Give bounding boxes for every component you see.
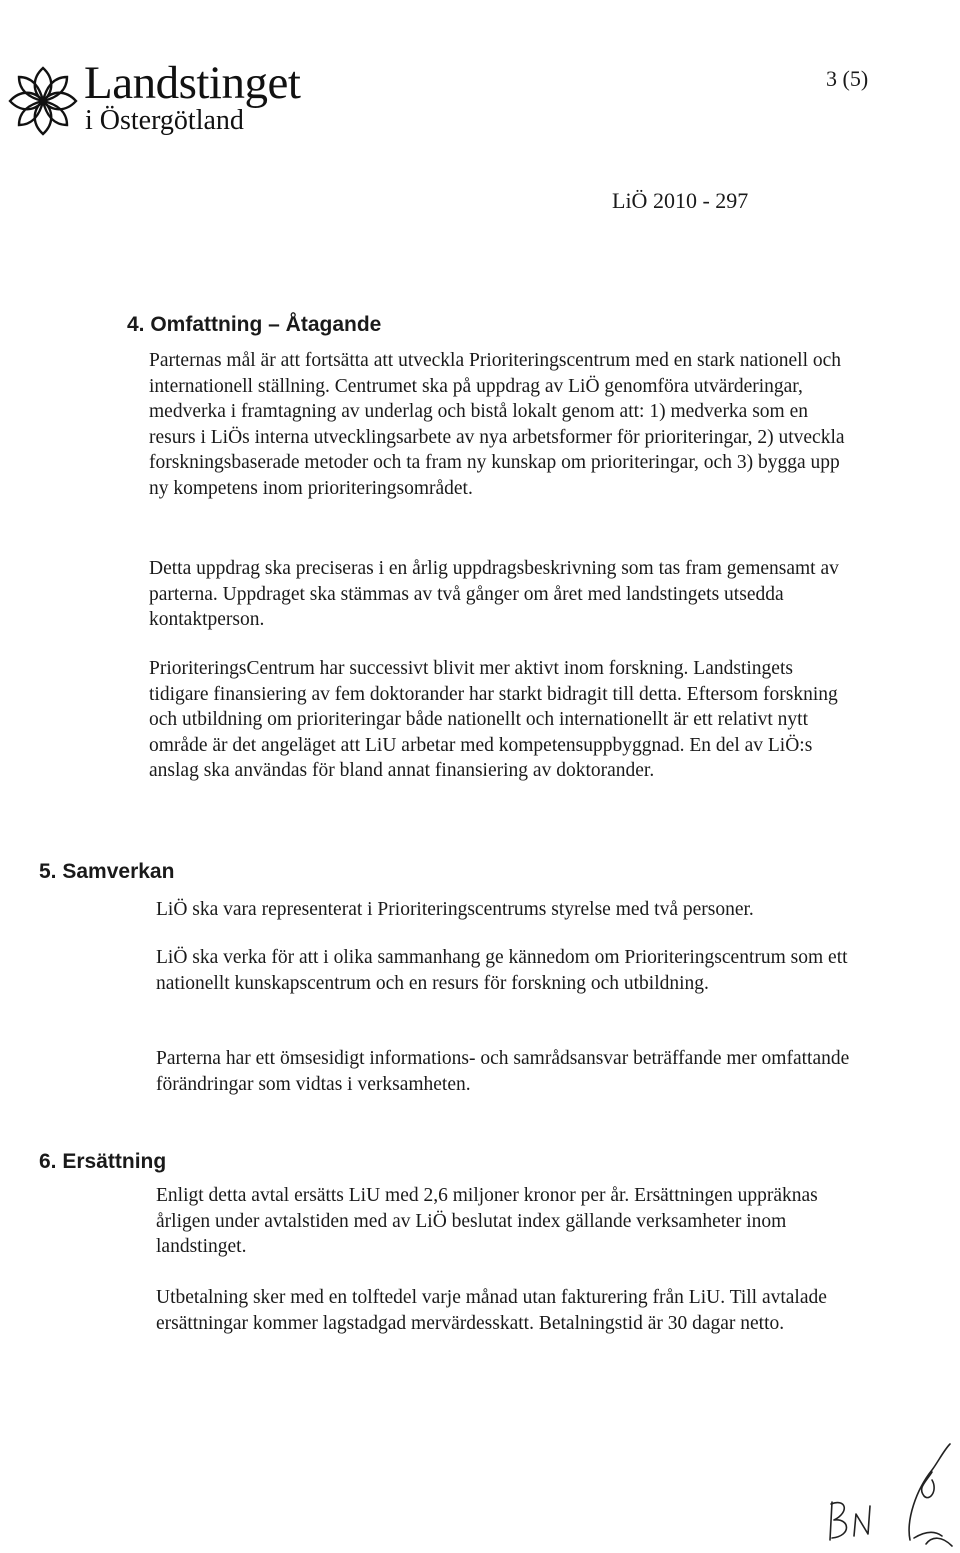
section-heading-samverkan: 5. Samverkan bbox=[39, 860, 175, 883]
section-paragraph: Enligt detta avtal ersätts LiU med 2,6 miljoner kronor per år. Ersättningen uppräknas årligen under avtalstiden med av LiÖ beslutat index gällande verksamheter inom landstinget. bbox=[156, 1185, 818, 1258]
document-reference: LiÖ 2010 - 297 bbox=[612, 188, 749, 213]
section-heading-ersattning: 6. Ersättning bbox=[39, 1150, 167, 1173]
section-paragraph: PrioriteringsCentrum har successivt blivit mer aktivt inom forskning. Landstingets tidigare finansiering av fem doktorander har starkt bidragit till detta. Eftersom forskning och utbildning om prioriteringar både nationellt och internationellt är ett relativt nytt område är det angeläget att LiU arbetar med kompetensuppbyggnad. En del av LiÖ:s anslag ska användas för bland annat finansiering av doktorander. bbox=[149, 658, 838, 782]
organization-logo bbox=[6, 58, 306, 148]
section-paragraph: Utbetalning sker med en tolftedel varje månad utan fakturering från LiU. Till avtalade ersättningar kommer lagstadgad mervärdesskatt. Betalningstid är 30 dagar netto. bbox=[156, 1287, 827, 1334]
page-number: 3 (5) bbox=[826, 66, 869, 91]
organization-name: Landstinget bbox=[84, 57, 301, 109]
section-paragraph: Detta uppdrag ska preciseras i en årlig uppdragsbeskrivning som tas fram gemensamt av parterna. Uppdraget ska stämmas av två gånger om året med landstingets utsedda kontaktperson. bbox=[149, 558, 839, 631]
handwritten-initials-signature bbox=[820, 1440, 960, 1548]
organization-region: i Östergötland bbox=[85, 105, 244, 136]
section-paragraph: LiÖ ska vara representerat i Prioriteringscentrums styrelse med två personer. bbox=[156, 899, 754, 920]
section-paragraph: LiÖ ska verka för att i olika sammanhang ge kännedom om Prioriteringscentrum som ett nationellt kunskapscentrum och en resurs för forskning och utbildning. bbox=[156, 947, 848, 994]
section-paragraph: Parterna har ett ömsesidigt informations- och samrådsansvar beträffande mer omfattande förändringar som vidtas i verksamheten. bbox=[156, 1048, 850, 1095]
section-paragraph: Parternas mål är att fortsätta att utveckla Prioriteringscentrum med en stark nationell och internationell ställning. Centrumet ska på uppdrag av LiÖ genomföra utvärderingar, medverka i framtagning av underlag och bistå lokalt genom att: 1) medverka som en resurs i LiÖs interna utvecklingsarbete av nya arbetsformer för prioriteringar, 2) utveckla forskningsbaserade metoder och ta fram ny kunskap om prioriteringar, och 3) bygga upp ny kompetens inom prioriteringsområdet. bbox=[149, 350, 845, 499]
handwritten-signature bbox=[820, 1440, 960, 1548]
landstinget-emblem-icon bbox=[6, 64, 80, 138]
section-heading-omfattning: 4. Omfattning – Åtagande bbox=[127, 313, 382, 336]
